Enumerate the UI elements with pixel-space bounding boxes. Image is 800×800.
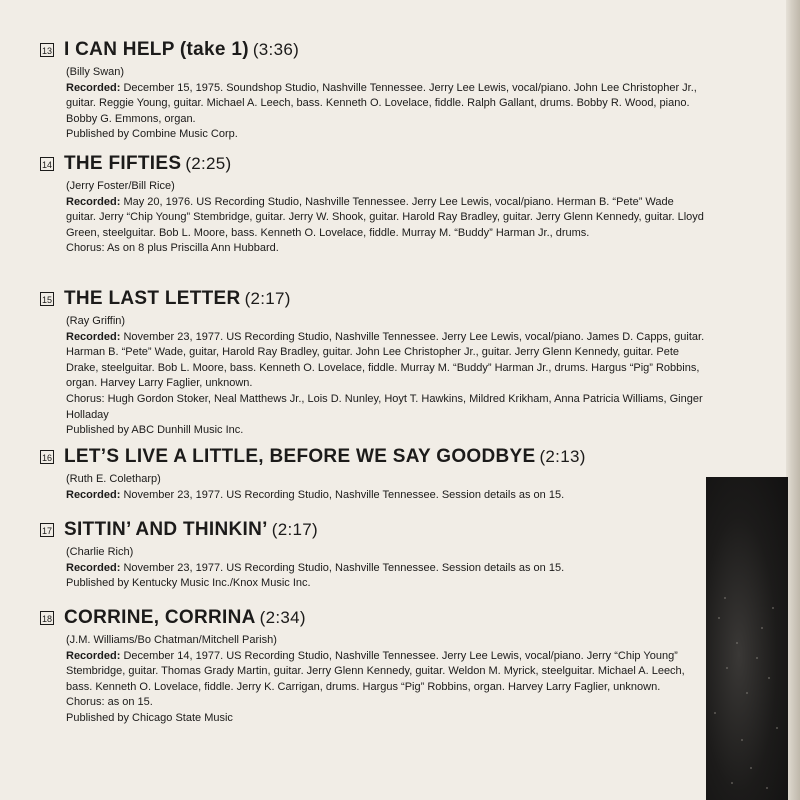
track-writers: (Ruth E. Coletharp) xyxy=(66,473,161,485)
photo-speck xyxy=(741,739,743,741)
photo-speck xyxy=(746,692,748,694)
track-writers: (Charlie Rich) xyxy=(66,546,134,558)
track-title-row xyxy=(40,516,706,544)
track-title xyxy=(64,153,232,175)
track-title xyxy=(64,446,586,468)
page-fold xyxy=(786,0,800,800)
photo-strip xyxy=(706,477,788,800)
track-details xyxy=(66,65,706,143)
chorus-info: Chorus: As on 8 plus Priscilla Ann Hubbard. xyxy=(66,242,279,255)
track-15 xyxy=(40,285,706,439)
track-number-box: 15 xyxy=(40,292,54,306)
track-number-box: 17 xyxy=(40,523,54,537)
track-details xyxy=(66,545,706,592)
track-title-text: CORRINE, CORRINA xyxy=(64,607,256,628)
recording-info xyxy=(66,195,706,242)
track-title-row xyxy=(40,443,706,471)
recorded-label: Recorded: xyxy=(66,330,121,343)
track-number-box: 14 xyxy=(40,157,54,171)
track-number-box: 18 xyxy=(40,611,54,625)
photo-speck xyxy=(736,642,738,644)
recorded-label: Recorded: xyxy=(66,81,121,94)
publisher: Published by Chicago State Music xyxy=(66,711,233,724)
track-writers: (J.M. Williams/Bo Chatman/Mitchell Parish) xyxy=(66,634,277,646)
track-duration: (2:25) xyxy=(185,154,232,173)
track-duration: (3:36) xyxy=(252,40,300,59)
photo-speck xyxy=(726,667,728,669)
recording-info xyxy=(66,488,706,504)
track-number-box: 13 xyxy=(40,43,54,57)
chorus-info: Chorus: as on 15. xyxy=(66,696,153,709)
photo-speck xyxy=(750,767,752,769)
track-title-row xyxy=(40,285,706,313)
track-title-text: I CAN HELP (take 1) xyxy=(64,39,249,60)
recording-info xyxy=(66,649,706,696)
chorus-info: Chorus: Hugh Gordon Stoker, Neal Matthews Jr., Lois D. Nunley, Hoyt T. Hawkins, Mildred Krikham, Anna Patricia Williams, Ginger Holladay xyxy=(66,392,703,421)
track-writers: (Jerry Foster/Bill Rice) xyxy=(66,180,175,192)
recording-info xyxy=(66,81,706,128)
track-title-text: LET’S LIVE A LITTLE, BEFORE WE SAY GOODBYE xyxy=(64,446,536,467)
track-duration: (2:17) xyxy=(271,520,318,539)
track-details xyxy=(66,472,706,503)
track-title-row xyxy=(40,36,706,64)
photo-speck xyxy=(761,627,763,629)
recorded-text: November 23, 1977. US Recording Studio, Nashville Tennessee. Jerry Lee Lewis, vocal/piano. James D. Capps, guitar. Harman B. “Pete” Wade, guitar, Harold Ray Bradley, guitar. John Lee Christopher Jr., guitar. Jerry Glenn Kennedy, guitar. Pete Drake, steelguitar. Bob L. Moore, bass. Kenneth O. Lovelace, fiddle. Murray M. “Buddy” Harman Jr., drums. Hargus “Pig” Robbins, organ. Harvey Larry Faglier, unknown. xyxy=(66,330,705,390)
recording-info xyxy=(66,561,706,577)
track-title-text: THE FIFTIES xyxy=(64,153,182,174)
track-title-row xyxy=(40,604,706,632)
track-writers: (Billy Swan) xyxy=(66,66,125,78)
track-title xyxy=(64,39,299,61)
track-duration: (2:17) xyxy=(244,289,291,308)
track-title-text: THE LAST LETTER xyxy=(64,288,241,309)
track-number-box: 16 xyxy=(40,450,54,464)
photo-speck xyxy=(718,617,720,619)
track-details xyxy=(66,179,706,257)
photo-speck xyxy=(766,787,768,789)
photo-speck xyxy=(731,782,733,784)
recorded-label: Recorded: xyxy=(66,561,121,574)
track-17 xyxy=(40,516,706,592)
track-14 xyxy=(40,150,706,257)
recorded-text: May 20, 1976. US Recording Studio, Nashville Tennessee. Jerry Lee Lewis, vocal/piano. Herman B. “Pete” Wade guitar. Jerry “Chip Young” Stembridge, guitar. Jerry W. Shook, guitar. Harold Ray Bradley, guitar. Jerry Glenn Kennedy, guitar. Lloyd Green, steelguitar. Bob L. Moore, bass. Kenneth O. Lovelace, fiddle. Murray M. “Buddy” Harman Jr., drums. xyxy=(66,195,704,239)
publisher: Published by ABC Dunhill Music Inc. xyxy=(66,424,244,437)
photo-speck xyxy=(776,727,778,729)
track-details xyxy=(66,633,706,727)
recorded-label: Recorded: xyxy=(66,195,121,208)
photo-speck xyxy=(772,607,774,609)
photo-speck xyxy=(768,677,770,679)
recording-info xyxy=(66,330,706,392)
track-title xyxy=(64,607,306,629)
track-duration: (2:13) xyxy=(539,447,586,466)
track-13 xyxy=(40,36,706,143)
recorded-label: Recorded: xyxy=(66,488,121,501)
track-16 xyxy=(40,443,706,503)
publisher: Published by Combine Music Corp. xyxy=(66,128,238,141)
track-18 xyxy=(40,604,706,727)
recorded-text: November 23, 1977. US Recording Studio, Nashville Tennessee. Session details as on 15. xyxy=(123,488,565,501)
publisher: Published by Kentucky Music Inc./Knox Music Inc. xyxy=(66,577,311,590)
photo-speck xyxy=(714,712,716,714)
photo-speck xyxy=(756,657,758,659)
track-writers: (Ray Griffin) xyxy=(66,315,126,327)
recorded-text: December 15, 1975. Soundshop Studio, Nashville Tennessee. Jerry Lee Lewis, vocal/piano. John Lee Christopher Jr., guitar. Reggie Young, guitar. Michael A. Leech, bass. Kenneth O. Lovelace, fiddle. Ralph Gallant, drums. Bobby R. Wood, piano. Bobby G. Emmons, organ. xyxy=(66,81,697,125)
track-duration: (2:34) xyxy=(259,608,306,627)
recorded-text: December 14, 1977. US Recording Studio, Nashville Tennessee. Jerry Lee Lewis, vocal/piano. Jerry “Chip Young” Stembridge, guitar. Thomas Grady Martin, guitar. Jerry Glenn Kennedy, guitar. Weldon M. Myrick, steelguitar. Michael A. Leech, bass. Kenneth O. Lovelace, fiddle. Jerry K. Carrigan, drums. Hargus “Pig” Robbins, organ. Harvey Larry Faglier, unknown. xyxy=(66,649,685,693)
photo-speck xyxy=(724,597,726,599)
track-details xyxy=(66,314,706,439)
track-title xyxy=(64,288,291,310)
track-title-row xyxy=(40,150,706,178)
recorded-label: Recorded: xyxy=(66,649,121,662)
recorded-text: November 23, 1977. US Recording Studio, Nashville Tennessee. Session details as on 15. xyxy=(123,561,565,574)
track-title-text: SITTIN’ AND THINKIN’ xyxy=(64,519,268,540)
track-title xyxy=(64,519,318,541)
